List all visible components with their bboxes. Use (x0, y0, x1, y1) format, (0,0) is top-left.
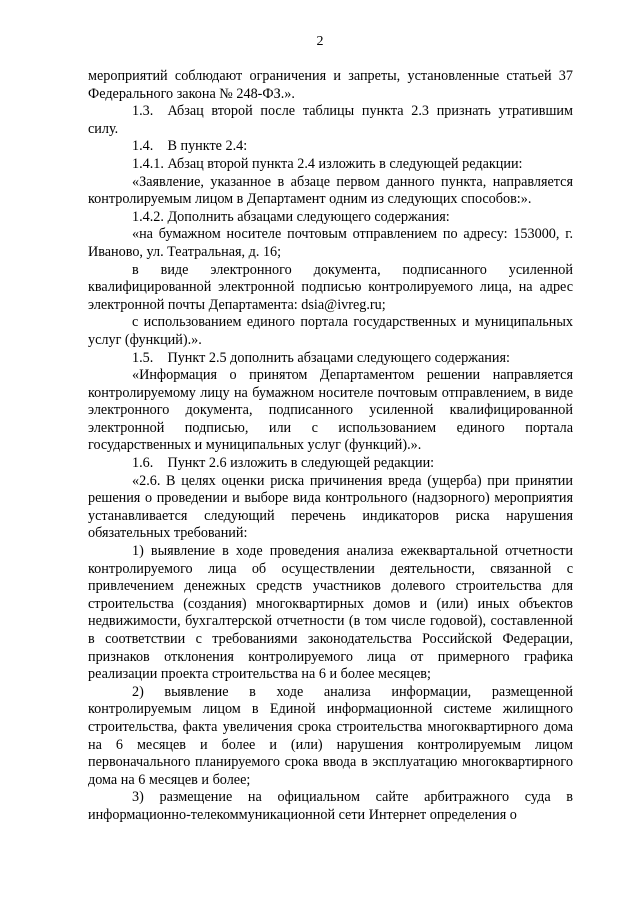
paragraph-electronic-document: в виде электронного документа, подписанного усиленной квалифицированной электронной подписью контролируемого лица, на адрес электронной почты Департамента: dsia@ivreg.ru; (88, 261, 573, 313)
list-item-1: 1) выявление в ходе проведения анализа ежеквартальной отчетности контролируемого лица об осуществлении деятельности, связанной с привлечением денежных средств участников долевого строительства для строительства (создания) многоквартирных домов и (или) иных объектов недвижимости, бухгалтерской отчетности (в том числе годовой), составленной в соответствии с требованиями законодательства Российской Федерации, признаков отклонения контролируемого лица от примерного графика реализации проекта строительства на 6 и более месяцев; (88, 543, 573, 683)
paragraph-2-6: «2.6. В целях оценки риска причинения вреда (ущерба) при принятии решения о проведении и выборе вида контрольного (надзорного) мероприятия устанавливается следующий перечень индикаторов риска нарушения обязательных требований: (88, 472, 573, 542)
list-item-2: 2) выявление в ходе анализа информации, размещенной контролируемым лицом в Единой информационной системе жилищного строительства, факта увеличения срока строительства многоквартирного дома на 6 месяцев и более и (или) нарушения контролируемым лицом первоначального планируемого срока ввода в эксплуатацию многоквартирного дома на 6 месяцев и более; (88, 683, 573, 788)
paragraph-decision-info: «Информация о принятом Департаментом решении направляется контролируемому лицу на бумажном носителе почтовым отправлением, в виде электронного документа, подписанного усиленной квалифицированной электронной подписью, или с использованием единого портала государственных и муниципальных услуг (функций).». (88, 367, 573, 454)
paragraph-postal-address: «на бумажном носителе почтовым отправлением по адресу: 153000, г. Иваново, ул. Театральная, д. 16; (88, 226, 573, 260)
document-body (88, 68, 573, 825)
paragraph-1-3: 1.3. Абзац второй после таблицы пункта 2.3 признать утратившим силу. (88, 103, 573, 137)
list-item-3: 3) размещение на официальном сайте арбитражного суда в информационно-телекоммуникационной сети Интернет определения о (88, 789, 573, 823)
page-number: 2 (316, 34, 324, 49)
paragraph-portal: с использованием единого портала государственных и муниципальных услуг (функций).». (88, 314, 573, 348)
paragraph-1-4-2: 1.4.2. Дополнить абзацами следующего содержания: (132, 208, 450, 225)
paragraph-statement-quote: «Заявление, указанное в абзаце первом данного пункта, направляется контролируемым лицом в Департамент одним из следующих способов:». (88, 173, 573, 208)
paragraph-continuation: мероприятий соблюдают ограничения и запреты, установленные статьей 37 Федерального закона № 248-ФЗ.». (88, 68, 573, 102)
paragraph-1-6: 1.6. Пункт 2.6 изложить в следующей редакции: (132, 455, 435, 472)
paragraph-1-4-1: 1.4.1. Абзац второй пункта 2.4 изложить в следующей редакции: (132, 155, 523, 172)
paragraph-1-4: 1.4. В пункте 2.4: (132, 138, 248, 155)
paragraph-1-5: 1.5. Пункт 2.5 дополнить абзацами следующего содержания: (132, 349, 510, 366)
